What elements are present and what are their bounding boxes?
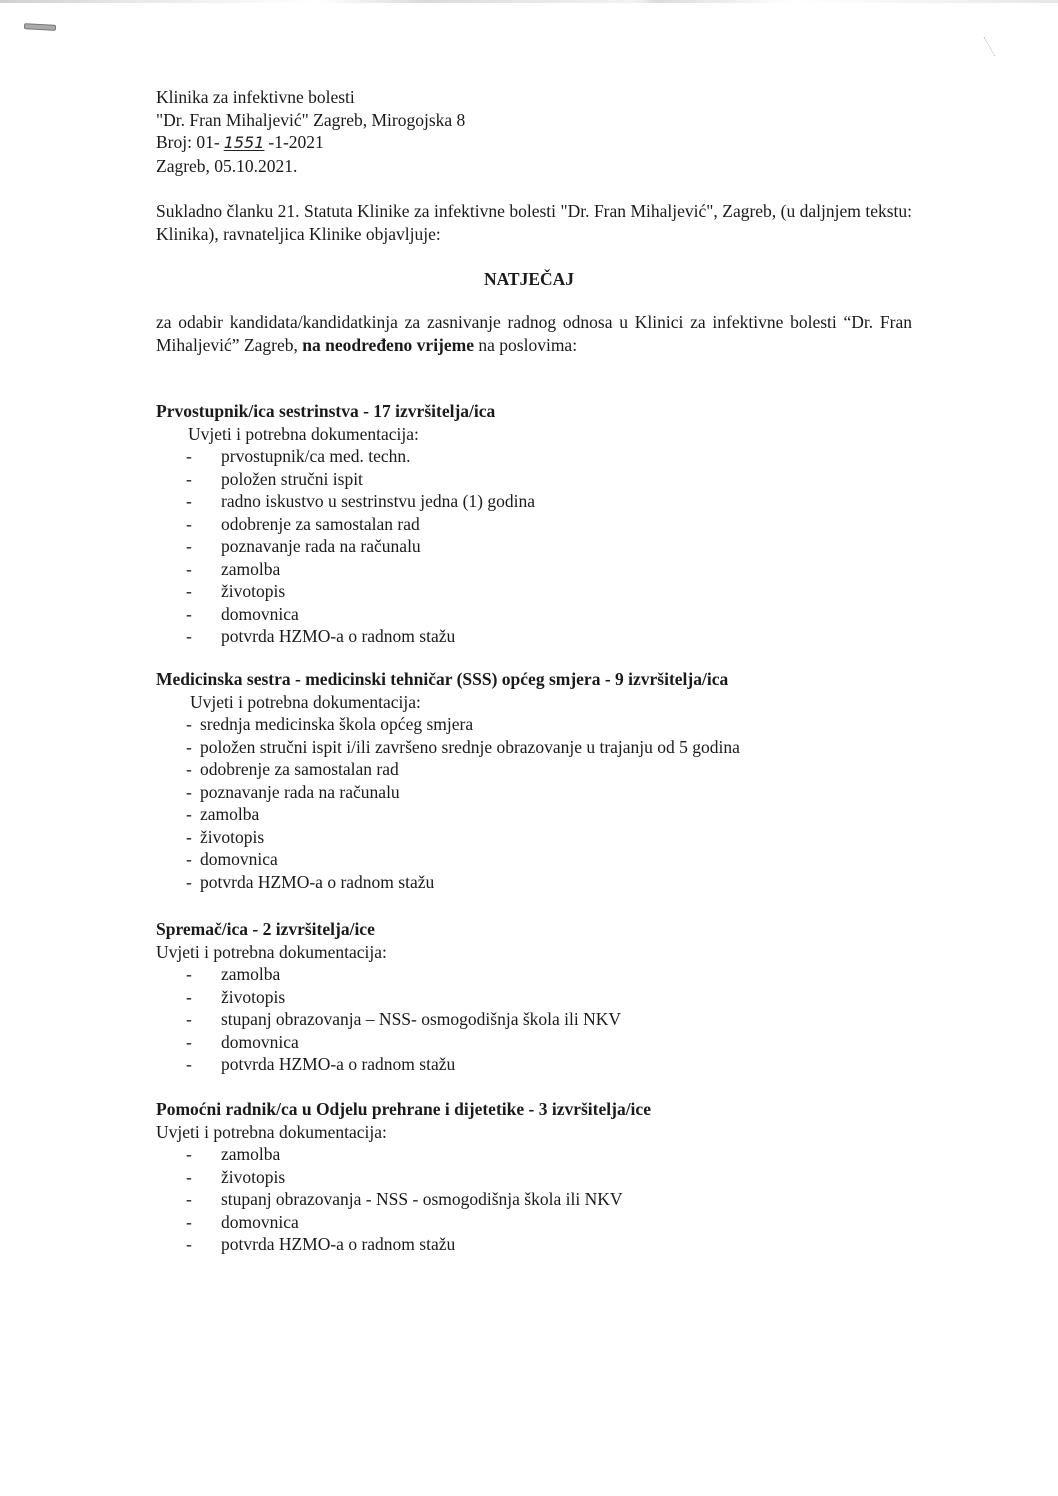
bullet-dash: - — [186, 759, 192, 779]
bullet-dash: - — [186, 491, 192, 511]
conditions-label: Uvjeti i potrebna dokumentacija: — [190, 691, 421, 712]
requirement-item: - domovnica — [186, 603, 299, 624]
requirement-item: - položen stručni ispit i/ili završeno srednje obrazovanje u trajanju od 5 godina — [186, 736, 740, 757]
purpose-text-1: za odabir kandidata/kandidatkinja za zasnivanje radnog odnosa u Klinici za infektivne bolesti “Dr. Fran Mihaljević” Zagreb, — [156, 312, 912, 355]
bullet-dash: - — [186, 1189, 192, 1209]
handwritten-number: 1551 — [223, 133, 265, 152]
requirement-item: - stupanj obrazovanja - NSS - osmogodišnja škola ili NKV — [186, 1189, 623, 1209]
requirement-item: - potvrda HZMO-a o radnom stažu — [186, 871, 435, 892]
requirement-item: - zamolba — [186, 804, 260, 824]
requirement-item: - životopis — [186, 1166, 286, 1187]
requirement-item: - prvostupnik/ca med. techn. — [186, 446, 411, 466]
bullet-dash: - — [186, 986, 192, 1007]
scan-corner-mark — [984, 30, 1008, 57]
reference-prefix: Broj: 01- — [156, 132, 220, 152]
bullet-dash: - — [186, 804, 192, 824]
requirement-item: - odobrenje za samostalan rad — [186, 513, 420, 534]
requirement-item: - potvrda HZMO-a o radnom stažu — [186, 626, 456, 646]
requirement-item: - domovnica — [186, 1031, 299, 1052]
position-title: Prvostupnik/ica sestrinstva - 17 izvršitelja/ica — [156, 401, 496, 421]
place-date: Zagreb, 05.10.2021. — [156, 155, 298, 176]
conditions-label: Uvjeti i potrebna dokumentacija: — [156, 1121, 387, 1142]
bullet-dash: - — [186, 468, 192, 489]
bullet-dash: - — [186, 871, 192, 892]
requirement-item: - potvrda HZMO-a o radnom stažu — [186, 1054, 456, 1074]
reference-suffix: -1-2021 — [268, 132, 324, 152]
requirement-item: - srednja medicinska škola općeg smjera — [186, 714, 474, 734]
bullet-dash: - — [186, 446, 192, 466]
requirement-item: - odobrenje za samostalan rad — [186, 759, 399, 779]
requirements-list — [156, 1143, 651, 1256]
requirement-item: - poznavanje rada na računalu — [186, 781, 400, 802]
bullet-dash: - — [186, 1144, 192, 1164]
bullet-dash: - — [186, 826, 192, 847]
position-title: Medicinska sestra - medicinski tehničar (SSS) općeg smjera - 9 izvršitelja/ica — [156, 669, 729, 689]
requirements-list — [156, 713, 740, 893]
position-title: Pomoćni radnik/ca u Odjelu prehrane i dijetetike - 3 izvršitelja/ice — [156, 1099, 651, 1119]
bullet-dash: - — [186, 603, 192, 624]
scan-edge-artifact — [0, 0, 1058, 3]
purpose-emphasis: na neodređeno vrijeme — [302, 334, 475, 355]
intro-paragraph: Sukladno članku 21. Statuta Klinike za infektivne bolesti "Dr. Fran Mihaljević", Zagreb, (u daljnjem tekstu: Klinika), ravnateljica Klinike objavljuje: — [156, 201, 912, 244]
conditions-label: Uvjeti i potrebna dokumentacija: — [188, 423, 419, 444]
conditions-label: Uvjeti i potrebna dokumentacija: — [156, 941, 387, 962]
requirement-item: - zamolba — [186, 1144, 281, 1164]
bullet-dash: - — [186, 849, 192, 869]
bullet-dash: - — [186, 558, 192, 579]
requirement-item: - zamolba — [186, 558, 281, 579]
bullet-dash: - — [186, 1211, 192, 1232]
position-section — [156, 918, 621, 1076]
bullet-dash: - — [186, 626, 192, 646]
bullet-dash: - — [186, 513, 192, 534]
letterhead — [156, 86, 465, 177]
requirement-item: - potvrda HZMO-a o radnom stažu — [186, 1234, 456, 1254]
requirement-item: - životopis — [186, 826, 265, 847]
bullet-dash: - — [186, 581, 192, 601]
requirement-item: - stupanj obrazovanja – NSS- osmogodišnja škola ili NKV — [186, 1009, 622, 1029]
institution-address: "Dr. Fran Mihaljević" Zagreb, Mirogojska 8 — [156, 109, 466, 130]
bullet-dash: - — [186, 1009, 192, 1029]
requirement-item: - položen stručni ispit — [186, 468, 363, 489]
requirements-list — [156, 445, 535, 648]
bullet-dash: - — [186, 536, 192, 556]
reference-number — [156, 131, 465, 155]
requirement-item: - poznavanje rada na računalu — [186, 536, 421, 556]
position-section — [156, 668, 740, 893]
position-section — [156, 400, 535, 648]
purpose-text-2: na poslovima: — [474, 334, 578, 355]
institution-name: Klinika za infektivne bolesti — [156, 87, 355, 107]
bullet-dash: - — [186, 1234, 192, 1254]
position-title: Spremač/ica - 2 izvršitelja/ice — [156, 919, 375, 939]
bullet-dash: - — [186, 781, 192, 802]
bullet-dash: - — [186, 1031, 192, 1052]
purpose-paragraph — [156, 311, 912, 356]
requirements-list — [156, 963, 621, 1076]
requirement-item: - zamolba — [186, 964, 281, 984]
bullet-dash: - — [186, 714, 192, 734]
requirement-item: - radno iskustvo u sestrinstvu jedna (1) godina — [186, 491, 535, 511]
requirement-item: - domovnica — [186, 849, 278, 869]
requirement-item: - životopis — [186, 986, 286, 1007]
bullet-dash: - — [186, 736, 192, 757]
bullet-dash: - — [186, 1166, 192, 1187]
bullet-dash: - — [186, 964, 192, 984]
requirement-item: - domovnica — [186, 1211, 299, 1232]
requirement-item: - životopis — [186, 581, 286, 601]
staple-mark — [24, 23, 56, 31]
position-section — [156, 1098, 651, 1256]
document-title: NATJEČAJ — [483, 269, 575, 289]
bullet-dash: - — [186, 1054, 192, 1074]
